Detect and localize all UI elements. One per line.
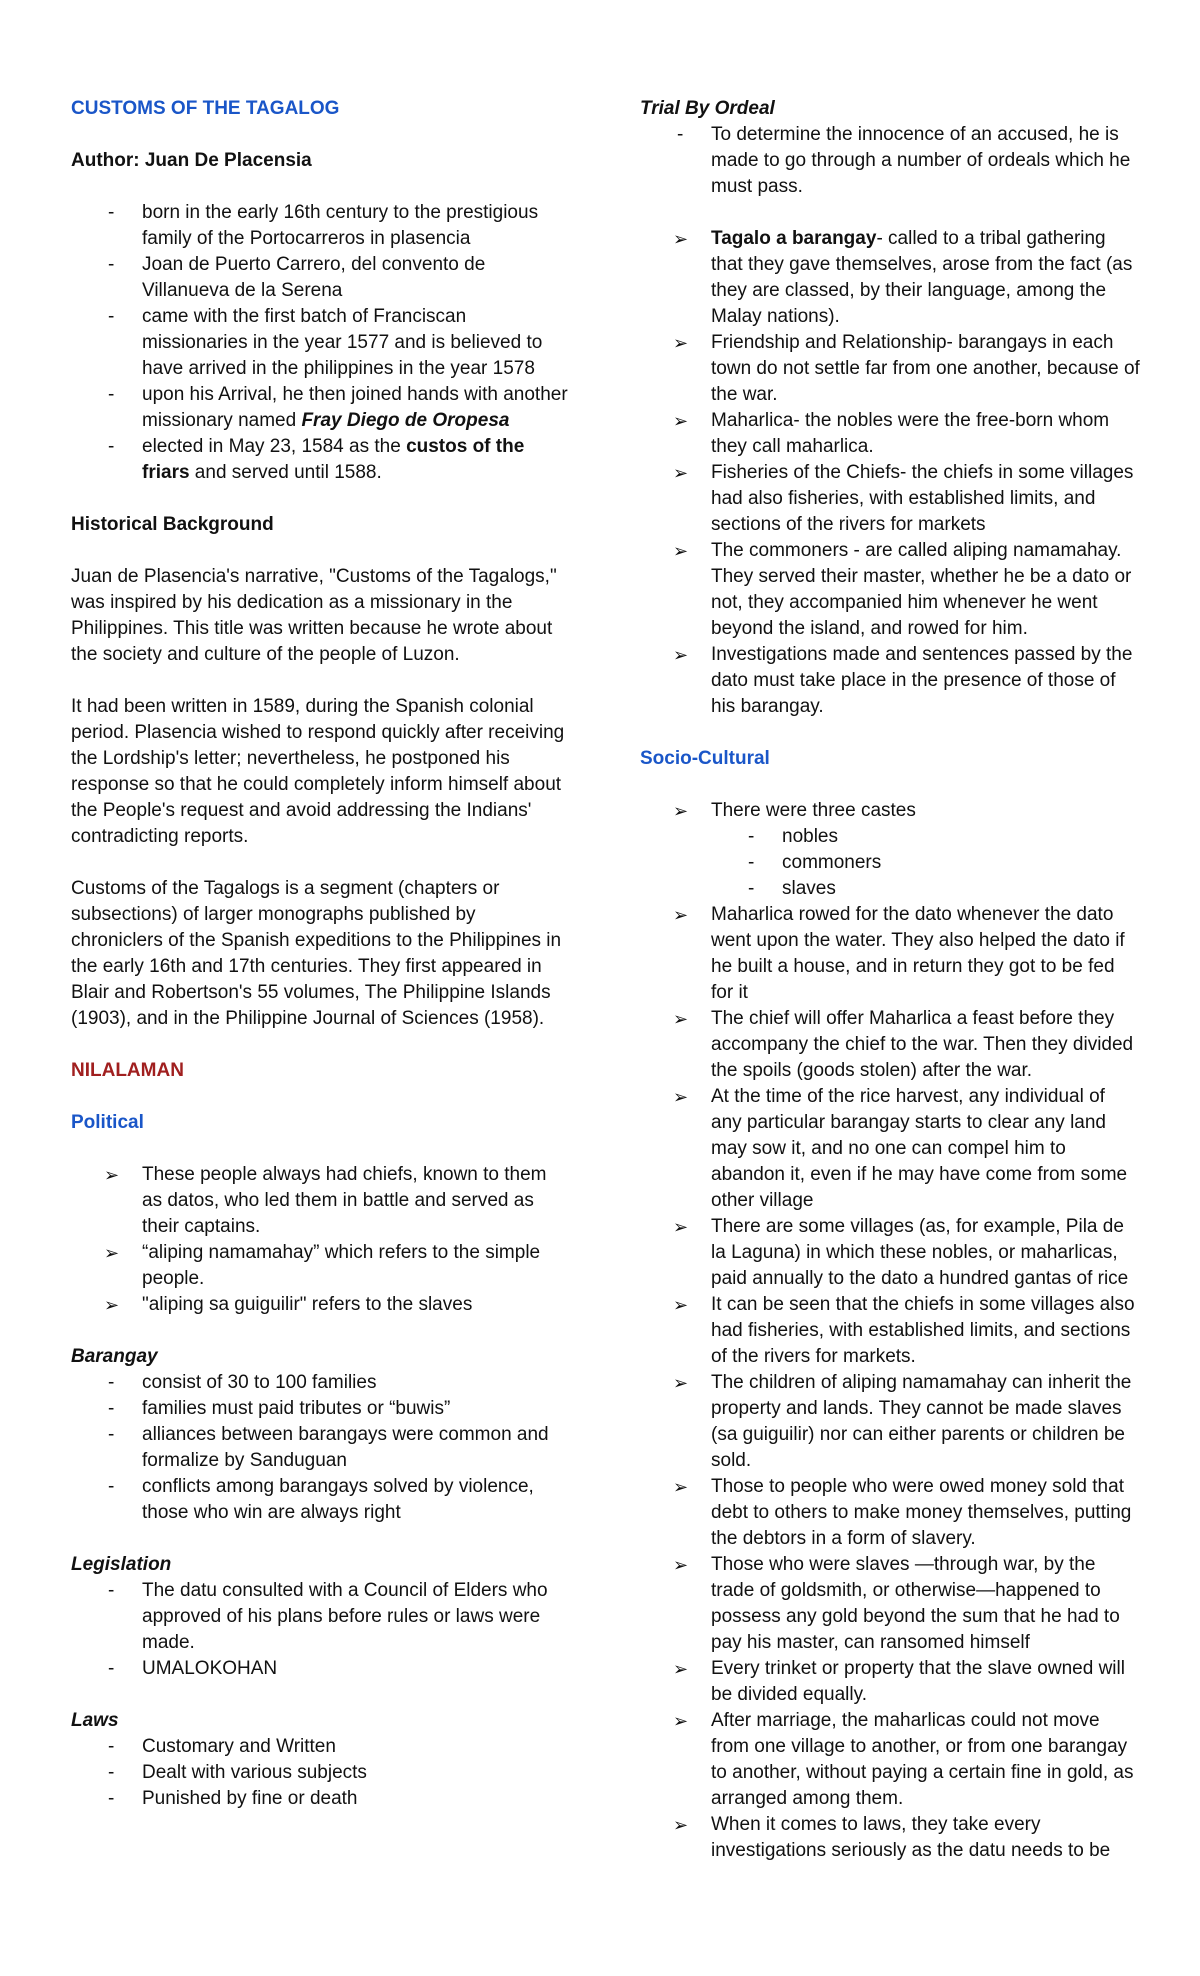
political-list: [71, 1162, 571, 1318]
spacer: [71, 1136, 571, 1162]
bullet-text: Joan de Puerto Carrero, del convento de Villanueva de la Serena: [142, 254, 486, 301]
strong-text: custos of the friars: [142, 436, 525, 483]
bullet-text: The datu consulted with a Council of Elders who approved of his plans before rules or laws were made.: [142, 1580, 548, 1653]
spacer: [71, 122, 571, 148]
bullet-mark: -: [748, 852, 755, 873]
political-item: [71, 1162, 571, 1240]
bullet-mark: -: [108, 1736, 115, 1757]
spacer: [71, 668, 571, 694]
bullet-text: consist of 30 to 100 families: [142, 1372, 377, 1393]
laws-list: [71, 1734, 571, 1812]
spacer: [71, 1032, 571, 1058]
bullet-text: born in the early 16th century to the prestigious family of the Portocarreros in plasencia: [142, 202, 539, 249]
laws-list-item: [71, 1760, 571, 1786]
bullet-mark: ➢: [673, 411, 689, 431]
legislation-heading: Legislation: [71, 1554, 172, 1575]
barangay-list: [71, 1370, 571, 1526]
bullet-mark: -: [677, 124, 684, 145]
bullet-text: Punished by fine or death: [142, 1788, 358, 1809]
trial-by-ordeal-heading: Trial By Ordeal: [640, 98, 775, 119]
political-continued-item: [640, 460, 1140, 538]
caste-item: [640, 850, 1140, 876]
bullet-text: Friendship and Relationship- barangays in each town do not settle far from one another, because of the war.: [711, 332, 1140, 405]
trial-item: [640, 122, 1140, 200]
bullet-text: It can be seen that the chiefs in some villages also had fisheries, with established limits, and sections of the rivers for markets.: [711, 1294, 1135, 1367]
barangay-list-item: [71, 1422, 571, 1474]
bullet-text: Maharlica rowed for the dato whenever the dato went upon the water. They also helped the dato if he built a house, and in return they got to be fed for it: [711, 904, 1125, 1003]
bullet-text: At the time of the rice harvest, any individual of any particular barangay starts to clear any land may sow it, and no one can compel him to abandon it, even if he may have come from some other village: [711, 1086, 1128, 1211]
bullet-text: alliances between barangays were common and formalize by Sanduguan: [142, 1424, 549, 1471]
spacer: [71, 1682, 571, 1708]
bullet-text: commoners: [782, 852, 882, 873]
bullet-mark: ➢: [673, 463, 689, 483]
bullet-mark: -: [108, 1580, 115, 1601]
caste-item: [640, 824, 1140, 850]
bullet-mark: -: [108, 1762, 115, 1783]
political-continued-item: [640, 330, 1140, 408]
socio-cultural-item: [640, 798, 1140, 824]
bullet-text: slaves: [782, 878, 836, 899]
bullet-text: Maharlica- the nobles were the free-born whom they call maharlica.: [711, 410, 1110, 457]
bullet-mark: -: [108, 306, 115, 327]
bullet-text: nobles: [782, 826, 838, 847]
political-continued-item: [640, 642, 1140, 720]
bullet-mark: ➢: [673, 1659, 689, 1679]
author-bullet-item: [71, 382, 571, 434]
bullet-text: UMALOKOHAN: [142, 1658, 278, 1679]
socio-cultural-item: [640, 1214, 1140, 1292]
spacer: [71, 174, 571, 200]
spacer: [71, 1526, 571, 1552]
bullet-text: came with the first batch of Franciscan missionaries in the year 1577 and is believed to have arrived in the philippines in the year 1578: [142, 306, 543, 379]
bullet-mark: ➢: [673, 1295, 689, 1315]
bullet-text: To determine the innocence of an accused, he is made to go through a number of ordeals which he must pass.: [711, 124, 1131, 197]
bullet-mark: -: [108, 1398, 115, 1419]
laws-heading: Laws: [71, 1710, 119, 1731]
document-title: CUSTOMS OF THE TAGALOG: [71, 98, 340, 119]
historical-background-heading: Historical Background: [71, 514, 274, 535]
bullet-mark: -: [108, 1372, 115, 1393]
bullet-text: The chief will offer Maharlica a feast before they accompany the chief to the war. Then they divided the spoils (goods stolen) after the war.: [711, 1008, 1134, 1081]
bullet-mark: ➢: [673, 333, 689, 353]
historical-paragraph: Customs of the Tagalogs is a segment (chapters or subsections) of larger monographs published by chroniclers of the Spanish expeditions to the Philippines in the early 16th and 17th centuries. They first appeared in Blair and Robertson's 55 volumes, The Philippine Islands (1903), and in the Philippine Journal of Sciences (1958).: [71, 878, 562, 1029]
political-heading: Political: [71, 1112, 144, 1133]
bullet-mark: ➢: [673, 1009, 689, 1029]
castes-list: [640, 824, 1140, 902]
socio-cultural-item: [640, 1812, 1140, 1864]
political-continued-item: [640, 538, 1140, 642]
barangay-list-item: [71, 1396, 571, 1422]
legislation-list-item: [71, 1578, 571, 1656]
bullet-mark: ➢: [673, 1217, 689, 1237]
spacer: [640, 720, 1140, 746]
legislation-list-item: [71, 1656, 571, 1682]
bullet-text: "aliping sa guiguilir" refers to the slaves: [142, 1294, 473, 1315]
barangay-list-item: [71, 1474, 571, 1526]
spacer: [71, 1318, 571, 1344]
bullet-text: - called to a tribal gathering that they gave themselves, arose from the fact (as they are classed, by their language, among the Malay nations).: [711, 228, 1133, 327]
bullet-mark: ➢: [673, 1815, 689, 1835]
spacer: [71, 850, 571, 876]
nilalaman-heading: NILALAMAN: [71, 1060, 184, 1081]
political-continued-list: [640, 226, 1140, 720]
bullet-text: Those to people who were owed money sold that debt to others to make money themselves, putting the debtors in a form of slavery.: [711, 1476, 1132, 1549]
bullet-text: After marriage, the maharlicas could not move from one village to another, or from one barangay to another, without paying a certain fine in gold, as arranged among them.: [711, 1710, 1134, 1809]
bullet-mark: -: [108, 436, 115, 457]
spacer: [640, 200, 1140, 226]
bullet-mark: -: [108, 1476, 115, 1497]
right-column: [640, 96, 1140, 1864]
spacer: [71, 1084, 571, 1110]
political-continued-item: [640, 408, 1140, 460]
socio-cultural-item: [640, 1656, 1140, 1708]
emphasis-text: Fray Diego de Oropesa: [301, 410, 510, 431]
socio-cultural-item: [640, 902, 1140, 1006]
spacer: [640, 772, 1140, 798]
laws-list-item: [71, 1786, 571, 1812]
bullet-text: families must paid tributes or “buwis”: [142, 1398, 451, 1419]
author-bullet-list: [71, 200, 571, 486]
bullet-text: Fisheries of the Chiefs- the chiefs in some villages had also fisheries, with established limits, and sections of the rivers for markets: [711, 462, 1134, 535]
bullet-mark: -: [108, 1424, 115, 1445]
socio-cultural-list: [640, 798, 1140, 824]
bullet-mark: ➢: [673, 905, 689, 925]
bullet-mark: ➢: [673, 1373, 689, 1393]
bullet-mark: -: [748, 878, 755, 899]
bullet-mark: -: [748, 826, 755, 847]
bullet-mark: ➢: [673, 801, 689, 821]
bullet-text: Dealt with various subjects: [142, 1762, 367, 1783]
socio-cultural-item: [640, 1292, 1140, 1370]
political-item: [71, 1240, 571, 1292]
bullet-mark: -: [108, 1788, 115, 1809]
historical-paragraph: It had been written in 1589, during the Spanish colonial period. Plasencia wished to respond quickly after receiving the Lordship's letter; nevertheless, he postponed his response so that he could completely inform himself about the People's request and avoid addressing the Indians' contradicting reports.: [71, 696, 565, 847]
author-bullet-item: [71, 434, 571, 486]
socio-cultural-item: [640, 1474, 1140, 1552]
bullet-text: Customary and Written: [142, 1736, 336, 1757]
historical-paragraph: Juan de Plasencia's narrative, "Customs of the Tagalogs," was inspired by his dedication as a missionary in the Philippines. This title was written because he wrote about the society and culture of the people of Luzon.: [71, 566, 557, 665]
legislation-list: [71, 1578, 571, 1682]
author-heading: Author: Juan De Placensia: [71, 150, 312, 171]
bullet-mark: ➢: [104, 1243, 120, 1263]
barangay-heading: Barangay: [71, 1346, 158, 1367]
socio-cultural-heading: Socio-Cultural: [640, 748, 770, 769]
socio-cultural-list-continued: [640, 902, 1140, 1864]
bullet-text: The commoners - are called aliping namamahay. They served their master, whether he be a dato or not, they accompanied him whenever he went beyond the island, and rowed for him.: [711, 540, 1132, 639]
bullet-text: The children of aliping namamahay can inherit the property and lands. They cannot be made slaves (sa guiguilir) nor can either parents or children be sold.: [711, 1372, 1132, 1471]
socio-cultural-item: [640, 1552, 1140, 1656]
bullet-text: upon his Arrival, he then joined hands with another missionary named: [142, 384, 568, 431]
left-column: [71, 96, 571, 1812]
political-continued-item: [640, 226, 1140, 330]
bullet-text: When it comes to laws, they take every investigations seriously as the datu needs to be: [711, 1814, 1111, 1861]
bullet-text: There were three castes: [711, 800, 916, 821]
socio-cultural-item: [640, 1708, 1140, 1812]
barangay-list-item: [71, 1370, 571, 1396]
socio-cultural-item: [640, 1084, 1140, 1214]
bullet-mark: ➢: [673, 1087, 689, 1107]
spacer: [71, 538, 571, 564]
bullet-mark: -: [108, 384, 115, 405]
bullet-mark: -: [108, 202, 115, 223]
bullet-mark: ➢: [673, 541, 689, 561]
bullet-mark: -: [108, 254, 115, 275]
political-item: [71, 1292, 571, 1318]
bullet-text: conflicts among barangays solved by violence, those who win are always right: [142, 1476, 534, 1523]
socio-cultural-item: [640, 1370, 1140, 1474]
bullet-mark: ➢: [673, 645, 689, 665]
bullet-text: elected in May 23, 1584 as the: [142, 436, 407, 457]
bullet-mark: ➢: [104, 1165, 120, 1185]
bullet-mark: -: [108, 1658, 115, 1679]
socio-cultural-item: [640, 1006, 1140, 1084]
author-bullet-item: [71, 304, 571, 382]
bullet-text: Investigations made and sentences passed by the dato must take place in the presence of those of his barangay.: [711, 644, 1133, 717]
laws-list-item: [71, 1734, 571, 1760]
strong-text: Tagalo a barangay: [711, 228, 877, 249]
bullet-text: Those who were slaves —through war, by the trade of goldsmith, or otherwise—happened to possess any gold beyond the sum that he had to pay his master, can ransomed himself: [711, 1554, 1120, 1653]
bullet-text: and served until 1588.: [189, 462, 382, 483]
author-bullet-item: [71, 200, 571, 252]
bullet-text: These people always had chiefs, known to them as datos, who led them in battle and served as their captains.: [142, 1164, 547, 1237]
bullet-mark: ➢: [104, 1295, 120, 1315]
bullet-text: Every trinket or property that the slave owned will be divided equally.: [711, 1658, 1125, 1705]
bullet-text: There are some villages (as, for example, Pila de la Laguna) in which these nobles, or maharlicas, paid annually to the dato a hundred gantas of rice: [711, 1216, 1129, 1289]
bullet-mark: ➢: [673, 1711, 689, 1731]
bullet-mark: ➢: [673, 1477, 689, 1497]
bullet-mark: ➢: [673, 229, 689, 249]
spacer: [71, 486, 571, 512]
caste-item: [640, 876, 1140, 902]
bullet-mark: ➢: [673, 1555, 689, 1575]
trial-list: [640, 122, 1140, 200]
bullet-text: “aliping namamahay” which refers to the simple people.: [142, 1242, 541, 1289]
author-bullet-item: [71, 252, 571, 304]
